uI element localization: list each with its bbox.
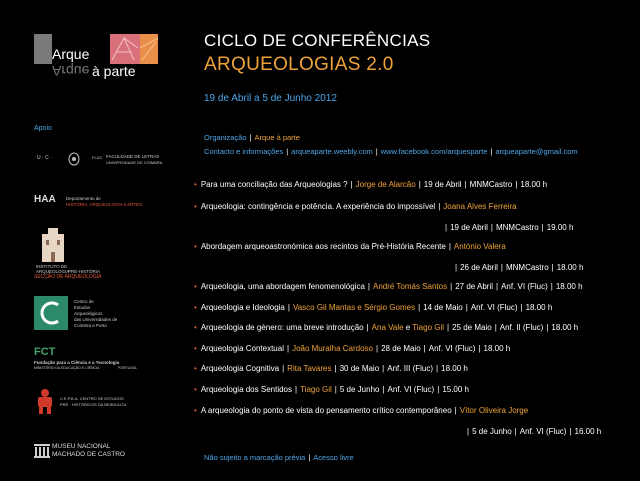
talk-speaker: João Muralha Cardoso (292, 344, 373, 353)
talk-time: 18.00 h (551, 323, 579, 332)
bullet-icon: • (194, 180, 197, 189)
contacto-line: Contacto e informações | arqueaparte.weebly.com | www.facebook.com/arquesparte | arqueaparte@gmail.com (204, 147, 578, 156)
talk-title: Arqueologia: contingência e potência. A experiência do impossível (200, 202, 436, 211)
event-dates: 19 de Abril a 5 de Junho 2012 (204, 93, 337, 104)
talk-date: 19 de Abril (423, 180, 462, 189)
bullet-icon: • (194, 303, 197, 312)
ceaucp-line5: Coimbra e Porto (74, 323, 107, 328)
bullet-icon: • (194, 406, 197, 415)
program-item: • Arqueologia Cognitiva | Rita Tavares | 30 de Maio | Anf. III (Fluc) | 18.00 h (194, 364, 468, 373)
talk-date: 5 de Junho (472, 427, 512, 436)
talk-date: 30 de Maio (339, 364, 380, 373)
organizacao-line: Organização | Arque à parte (204, 133, 300, 142)
iap-line1: INSTITUTO DE (36, 264, 68, 269)
bullet-icon: • (194, 202, 197, 211)
fct-mark: FCT (34, 346, 56, 358)
talk-title: Arqueologia de género: uma breve introdução (200, 323, 364, 332)
haa-logo (34, 194, 174, 216)
ceaucp-line3: Arqueológicos (74, 311, 103, 316)
talk-time: 18.00 h (556, 263, 584, 272)
iap-section: SECÇÃO DE ARQUEOLOGIA (34, 274, 102, 280)
bullet-icon: • (194, 364, 197, 373)
museu-columns-icon (34, 444, 50, 458)
talk-speaker-and: e (403, 323, 413, 332)
footer-note: Não sujeito a marcação prévia | Acesso livre (204, 453, 354, 462)
logo-grey-block (34, 34, 52, 64)
program-item: • Arqueologia dos Sentidos | Tiago Gil | 5 de Junho | Anf. VI (Fluc) | 15.00 h (194, 385, 470, 394)
haa-mark: HAA (34, 194, 56, 205)
bullet-icon: • (194, 282, 197, 291)
uc-universidade: UNIVERSIDADE DE COIMBRA (106, 160, 163, 165)
bullet-icon: • (194, 323, 197, 332)
program-item-details: | 26 de Abril | MNMCastro | 18.00 h (455, 263, 584, 272)
program-item: • Arqueologia de género: uma breve introdução | Ana Vale e Tiago Gil | 25 de Maio | Anf. II (Fluc) | 18.00 h (194, 323, 579, 332)
talk-speaker: André Tomás Santos (373, 282, 448, 291)
bullet-icon: • (194, 242, 197, 251)
apoio-label: Apoio (34, 125, 52, 132)
talk-place: Anf. VI (Fluc) (387, 385, 435, 394)
logo-word-mirror: Arque (52, 63, 90, 79)
uc-fluc: FLUC (92, 155, 103, 160)
talk-date: 26 de Abril (460, 263, 498, 272)
fct-line3: PORTUGAL (118, 366, 138, 370)
org-label: Organização (204, 133, 247, 142)
talk-date: 14 de Maio (423, 303, 463, 312)
bullet-icon: • (194, 344, 197, 353)
page-title: CICLO DE CONFERÊNCIAS (204, 31, 431, 50)
cepba-figure-icon (34, 388, 56, 414)
talk-speaker: Vítor Oliveira Jorge (459, 406, 529, 415)
program-item-details: | 19 de Abril | MNMCastro | 19.00 h (445, 223, 574, 232)
ceaucp-line2: Estudos (74, 305, 91, 310)
talk-time: 18.00 h (441, 364, 468, 373)
talk-speaker: Jorge de Alarcão (355, 180, 416, 189)
talk-title: A arqueologia do ponto de vista do pensamento crítico contemporâneo (200, 406, 452, 415)
program-item: • A arqueologia do ponto de vista do pensamento crítico contemporâneo | Vítor Oliveira Jorge (194, 406, 529, 415)
cepba-logo (34, 388, 174, 414)
program-item: • Para uma conciliação das Arqueologias ? | Jorge de Alarcão | 19 de Abril | MNMCastro | 18.00 h (194, 180, 548, 189)
talk-time: 18.00 h (555, 282, 583, 291)
talk-place: MNMCastro (505, 263, 549, 272)
logo-word-arque: Arque (52, 46, 90, 62)
ceaucp-line1: Centro de (74, 299, 94, 304)
talk-speaker-b: Tiago Gil (412, 323, 445, 332)
cepba-line1: C.E.P.B.A. CENTRO DE ESTUDOS (60, 396, 124, 401)
site-link[interactable]: arqueaparte.weebly.com (291, 147, 373, 156)
museu-line1: MUSEU NACIONAL (52, 443, 111, 450)
haa-line1: Departamento de (66, 196, 101, 201)
talk-title: Arqueologia e Ideologia (200, 303, 285, 312)
museu-line2: MACHADO DE CASTRO (52, 451, 125, 458)
talk-title: Abordagem arqueoastronómica aos recintos da Pré-História Recente (200, 242, 446, 251)
talk-title: Para uma conciliação das Arqueologias ? (200, 180, 348, 189)
page-subtitle: ARQUEOLOGIAS 2.0 (204, 54, 394, 75)
ceaucp-c-icon (34, 296, 68, 330)
ceaucp-line4: das Universidades de (74, 317, 118, 322)
bullet-icon: • (194, 385, 197, 394)
talk-date: 28 de Maio (381, 344, 421, 353)
talk-speaker: Joana Alves Ferreira (443, 202, 517, 211)
talk-time: 19.00 h (546, 223, 574, 232)
talk-title: Arqueologia, uma abordagem fenomenológica (200, 282, 365, 291)
program-item: • Abordagem arqueoastronómica aos recintos da Pré-História Recente | António Valera (194, 242, 506, 251)
iap-line3: PRÉ-HISTÓRIA (68, 269, 101, 274)
talk-speaker: Vasco Gil Mantas e Sérgio Gomes (292, 303, 416, 312)
talk-time: 15.00 h (442, 385, 470, 394)
iap-logo (34, 226, 174, 280)
facebook-link[interactable]: www.facebook.com/arquesparte (380, 147, 488, 156)
fct-line1: Fundação para a Ciência e a Tecnologia (34, 360, 120, 365)
museu-logo (34, 442, 174, 462)
ceaucp-logo (34, 296, 174, 330)
talk-date: 27 de Abril (455, 282, 494, 291)
talk-place: Anf. III (Fluc) (387, 364, 434, 373)
talk-place: MNMCastro (495, 223, 539, 232)
talk-place: Anf. VI (Fluc) (428, 344, 476, 353)
program-item-details: | 5 de Junho | Anf. VI (Fluc) | 16.00 h (467, 427, 602, 436)
uc-letters: · U · C · (34, 155, 52, 161)
program-item: • Arqueologia Contextual | João Muralha Cardoso | 28 de Maio | Anf. VI (Fluc) | 18.00 h (194, 344, 511, 353)
footer-free-access: Acesso livre (313, 453, 354, 462)
program-item: • Arqueologia e Ideologia | Vasco Gil Mantas e Sérgio Gomes | 14 de Maio | Anf. VI (Fluc) | 18.00 h (194, 303, 553, 312)
logo-pink-block (110, 34, 140, 64)
talk-place: Anf. VI (Fluc) (501, 282, 548, 291)
talk-speaker: Tiago Gil (300, 385, 332, 394)
uc-logo (34, 152, 174, 168)
arque-a-parte-logo (34, 34, 158, 80)
fct-line2: MINISTÉRIO DA EDUCAÇÃO E CIÊNCIA (34, 366, 100, 370)
program-item: • Arqueologia: contingência e potência. A experiência do impossível | Joana Alves Ferreira (194, 202, 517, 211)
uc-seal-icon (68, 152, 80, 166)
talk-time: 18.00 h (483, 344, 511, 353)
program-item: • Arqueologia, uma abordagem fenomenológica | André Tomás Santos | 27 de Abril | Anf. VI (Fluc) | 18.00 h (194, 282, 583, 291)
talk-title: Arqueologia Cognitiva (200, 364, 280, 373)
talk-speaker-a: Ana Vale (371, 323, 404, 332)
talk-time: 18.00 h (525, 303, 553, 312)
talk-date: 25 de Maio (452, 323, 492, 332)
logo-word-a-parte: à parte (92, 63, 136, 79)
talk-speaker: Rita Tavares (287, 364, 332, 373)
fct-logo (34, 346, 174, 372)
talk-place: Anf. VI (Fluc) (470, 303, 518, 312)
contact-label: Contacto e informações (204, 147, 284, 156)
talk-date: 19 de Abril (450, 223, 488, 232)
footer-no-booking: Não sujeito a marcação prévia (204, 453, 306, 462)
uc-faculdade: FACULDADE DE LETRAS (106, 154, 160, 159)
iap-line2: ARQUEOLOGIA (36, 269, 70, 274)
logo-orange-block (140, 34, 158, 64)
haa-line2: HISTÓRIA, ARQUEOLOGIA e ARTES (66, 202, 143, 207)
talk-time: 16.00 h (574, 427, 602, 436)
talk-title: Arqueologia dos Sentidos (200, 385, 292, 394)
talk-place: Anf. II (Fluc) (499, 323, 544, 332)
cepba-line2: PRÉ - HISTÓRICOS DA BEIRA ALTA (60, 402, 127, 407)
talk-place: Anf. VI (Fluc) (519, 427, 567, 436)
talk-title: Arqueologia Contextual (200, 344, 284, 353)
talk-date: 5 de Junho (339, 385, 380, 394)
org-value[interactable]: Arque à parte (254, 133, 300, 142)
talk-time: 18.00 h (520, 180, 548, 189)
talk-speaker: António Valera (453, 242, 506, 251)
talk-place: MNMCastro (469, 180, 513, 189)
email-link[interactable]: arqueaparte@gmail.com (495, 147, 578, 156)
building-icon (38, 226, 68, 264)
